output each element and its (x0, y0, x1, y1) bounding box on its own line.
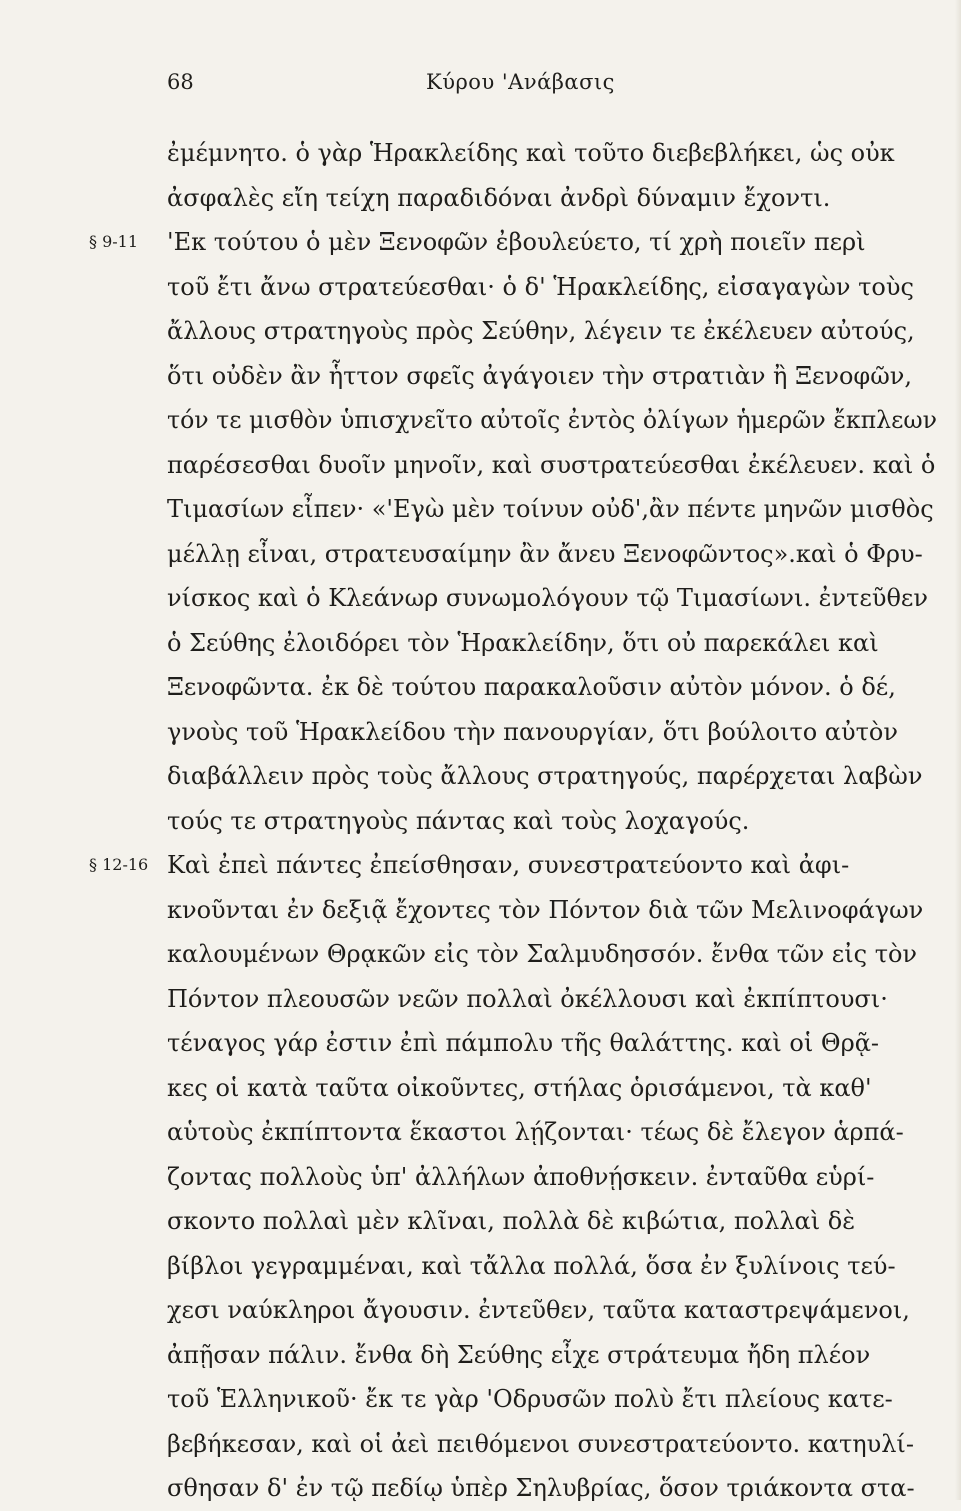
text-line (167, 354, 937, 399)
text-line (167, 1466, 937, 1511)
line-text: κες οἱ κατὰ ταῦτα οἰκοῦντες, στήλας ὁρισάμενοι, τὰ καθ' (167, 1073, 872, 1102)
text-line (167, 1333, 937, 1378)
line-text: κνοῦνται ἐν δεξιᾷ ἔχοντες τὸν Πόντον διὰ τῶν Μελινοφάγων (167, 895, 924, 924)
text-line (167, 1021, 937, 1066)
line-text: 'Εκ τούτου ὁ μὲν Ξενοφῶν ἐβουλεύετο, τί χρὴ ποιεῖν περὶ (167, 228, 866, 256)
text-line (167, 1199, 937, 1244)
line-text: τοῦ ἔτι ἄνω στρατεύεσθαι· ὁ δ' Ἡρακλείδης, εἰσαγαγὼν τοὺς (167, 272, 914, 301)
line-text: τοῦ Ἑλληνικοῦ· ἔκ τε γὰρ 'Οδρυσῶν πολὺ ἔτι πλείους κατε- (167, 1385, 893, 1413)
text-line (167, 443, 937, 488)
line-text: ἐμέμνητο. ὁ γὰρ Ἡρακλείδης καὶ τοῦτο διεβεβλήκει, ὡς οὐκ (167, 139, 895, 167)
running-head (0, 70, 961, 104)
line-text: ὅτι οὐδὲν ἂν ἧττον σφεῖς ἀγάγοιεν τὴν στρατιὰν ἢ Ξενοφῶν, (167, 361, 913, 390)
text-line (167, 621, 937, 666)
line-text: τέναγος γάρ ἐστιν ἐπὶ πάμπολυ τῆς θαλάττης. καὶ οἱ Θρᾷ- (167, 1029, 880, 1057)
line-text: διαβάλλειν πρὸς τοὺς ἄλλους στρατηγούς, παρέρχεται λαβὼν (167, 762, 923, 790)
line-text: ἀσφαλὲς εἴη τείχη παραδιδόναι ἀνδρὶ δύναμιν ἔχοντι. (167, 183, 831, 212)
text-line (167, 309, 937, 354)
text-line (167, 487, 937, 532)
line-text: ὁ Σεύθης ἐλοιδόρει τὸν Ἡρακλείδην, ὅτι οὐ παρεκάλει καὶ (167, 628, 879, 657)
line-text: ζοντας πολλοὺς ὑπ' ἀλλήλων ἀποθνῄσκειν. ἐνταῦθα εὑρί- (167, 1162, 875, 1191)
text-line (89, 843, 937, 888)
text-line (167, 977, 937, 1022)
text-line (167, 1288, 937, 1333)
text-line (167, 398, 937, 443)
text-line (167, 799, 937, 844)
text-line (167, 1110, 937, 1155)
page-edge (955, 0, 961, 1500)
line-text: Ξενοφῶντα. ἐκ δὲ τούτου παρακαλοῦσιν αὐτὸν μόνον. ὁ δέ, (167, 673, 896, 701)
text-line (167, 888, 937, 933)
section-marker: § 12-16 (89, 855, 149, 874)
text-line (167, 932, 937, 977)
running-title: Κύρου 'Ανάβασις (426, 70, 615, 94)
line-text: σκοντο πολλαὶ μὲν κλῖναι, πολλὰ δὲ κιβώτια, πολλαὶ δὲ (167, 1207, 856, 1235)
text-line (167, 131, 937, 176)
text-line (167, 665, 937, 710)
line-text: Καὶ ἐπεὶ πάντες ἐπείσθησαν, συνεστρατεύοντο καὶ ἀφι- (167, 851, 850, 879)
line-text: βίβλοι γεγραμμέναι, καὶ τἄλλα πολλά, ὅσα ἐν ξυλίνοις τεύ- (167, 1251, 896, 1280)
text-line (167, 1377, 937, 1422)
line-text: μέλλῃ εἶναι, στρατευσαίμην ἂν ἄνευ Ξενοφῶντος».καὶ ὁ Φρυ- (167, 539, 923, 568)
line-text: ἀπῇσαν πάλιν. ἔνθα δὴ Σεύθης εἶχε στράτευμα ἤδη πλέον (167, 1340, 871, 1369)
section-marker: § 9-11 (89, 232, 139, 251)
text-line (89, 220, 937, 265)
line-text: ἄλλους στρατηγοὺς πρὸς Σεύθην, λέγειν τε ἐκέλευεν αὐτούς, (167, 317, 915, 345)
line-text: τούς τε στρατηγοὺς πάντας καὶ τοὺς λοχαγούς. (167, 806, 750, 835)
line-text: Πόντον πλεουσῶν νεῶν πολλαὶ ὀκέλλουσι καὶ ἐκπίπτουσι· (167, 984, 888, 1013)
text-line (167, 754, 937, 799)
text-line (167, 265, 937, 310)
line-text: παρέσεσθαι δυοῖν μηνοῖν, καὶ συστρατεύεσθαι ἐκέλευεν. καὶ ὁ (167, 450, 936, 479)
line-text: τόν τε μισθὸν ὑπισχνεῖτο αὐτοῖς ἐντὸς ὀλίγων ἡμερῶν ἔκπλεων (167, 406, 938, 434)
line-text: αὑτοὺς ἐκπίπτοντα ἕκαστοι λῄζονται· τέως δὲ ἔλεγον ἁρπά- (167, 1118, 904, 1146)
line-text: Τιμασίων εἶπεν· «'Εγὼ μὲν τοίνυν οὐδ',ἂν πέντε μηνῶν μισθὸς (167, 495, 934, 523)
line-text: γνοὺς τοῦ Ἡρακλείδου τὴν πανουργίαν, ὅτι βούλοιτο αὐτὸν (167, 717, 898, 746)
text-line (167, 1066, 937, 1111)
line-text: βεβήκεσαν, καὶ οἱ ἀεὶ πειθόμενοι συνεστρατεύοντο. κατηυλί- (167, 1429, 914, 1458)
line-text: σθησαν δ' ἐν τῷ πεδίῳ ὑπὲρ Σηλυβρίας, ὅσον τριάκοντα στα- (167, 1474, 915, 1502)
text-line (167, 176, 937, 221)
line-text: νίσκος καὶ ὁ Κλεάνωρ συνωμολόγουν τῷ Τιμασίωνι. ἐντεῦθεν (167, 584, 928, 612)
text-line (167, 532, 937, 577)
text-line (167, 1244, 937, 1289)
text-line (167, 1155, 937, 1200)
text-line (167, 1422, 937, 1467)
text-line (167, 710, 937, 755)
line-text: καλουμένων Θρᾳκῶν εἰς τὸν Σαλμυδησσόν. ἔνθα τῶν εἰς τὸν (167, 940, 918, 968)
page-number: 68 (167, 70, 194, 94)
body-text (89, 131, 938, 1511)
text-line (167, 576, 937, 621)
line-text: χεσι ναύκληροι ἄγουσιν. ἐντεῦθεν, ταῦτα καταστρεψάμενοι, (167, 1296, 910, 1324)
